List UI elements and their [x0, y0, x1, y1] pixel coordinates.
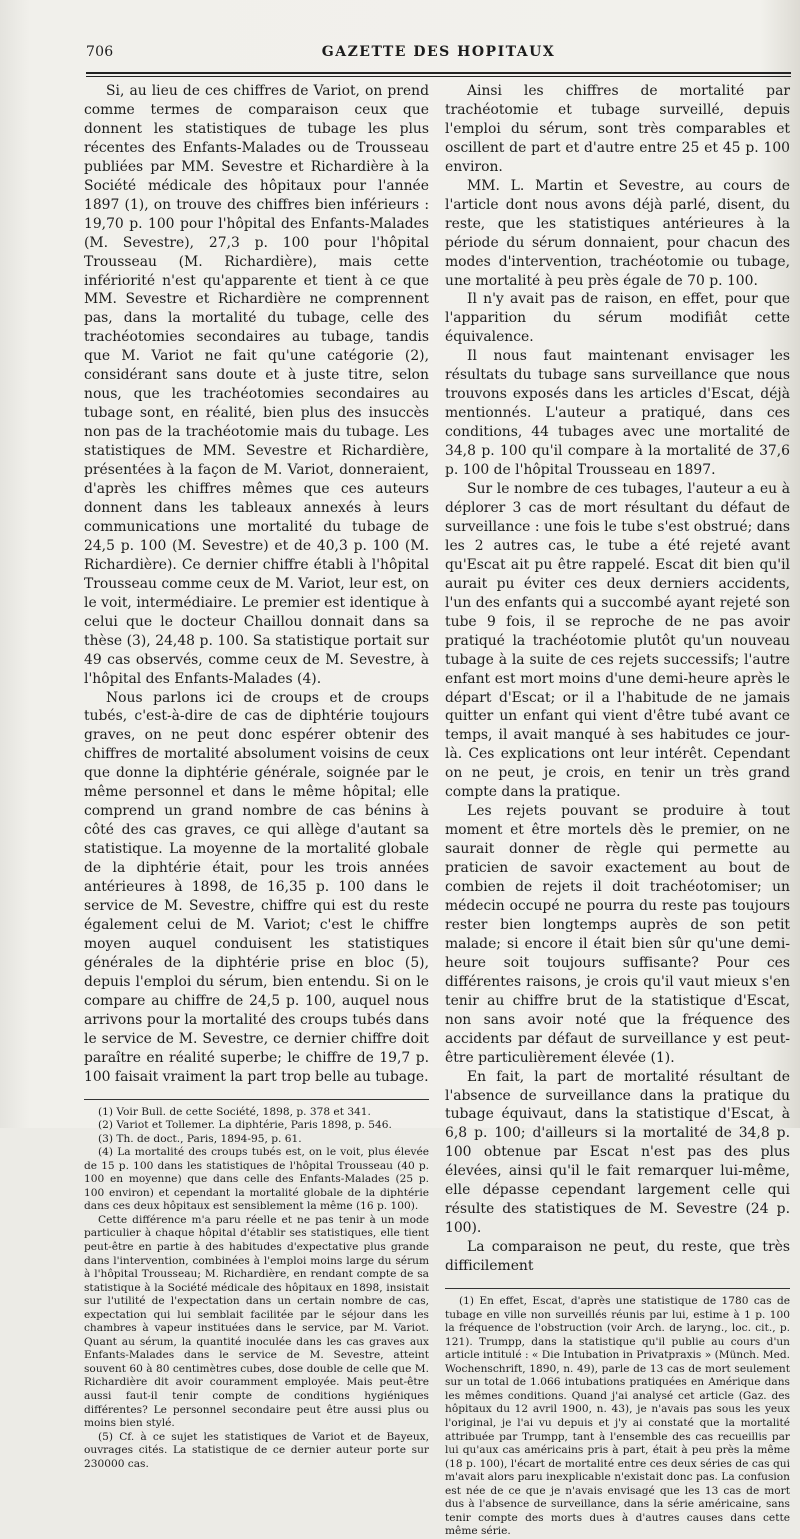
running-title: GAZETTE DES HOPITAUX: [321, 44, 556, 60]
right-paragraph: MM. L. Martin et Sevestre, au cours de l'article dont nous avons déjà parlé, disent, du reste, que les statistiques antérieures à la période du sérum donnaient, pour chacun des modes d'intervention, trachéotomie ou tubage, une mortalité à peu près égale de 70 p. 100.: [445, 177, 790, 289]
footnote: (4) La mortalité des croups tubés est, on le voit, plus élevée de 15 p. 100 dans les statistiques de l'hôpital Trousseau (40 p. 100 en moyenne) que dans celle des Enfants-Malades (25 p. 100 environ) et cependant la mortalité globale de la diphtérie dans ces deux hôpitaux est sensiblement la même (16 p. 100).: [84, 1146, 429, 1213]
footnote: (2) Variot et Tollemer. La diphtérie, Paris 1898, p. 546.: [98, 1119, 392, 1132]
left-paragraph: Nous parlons ici de croups et de croups tubés, c'est-à-dire de cas de diphtérie toujours graves, on ne peut donc espérer obtenir des chiffres de mortalité absolument voisins de ceux que donne la diphtérie générale, soignée par le même personnel et dans le même hôpital; elle comprend un grand nombre de cas bénins à côté des cas graves, ce qui allège d'autant sa statistique. La moyenne de la mortalité globale de la diphtérie était, pour les trois années antérieures à 1898, de 16,35 p. 100 dans le service de M. Sevestre, chiffre qui est du reste également celui de M. Variot; c'est le chiffre moyen auquel conduisent les statistiques générales de la diphtérie prise en bloc (5), depuis l'emploi du sérum, bien entendu. Si on le compare au chiffre de 24,5 p. 100, auquel nous arrivons pour la mortalité des croups tubés dans le service de M. Sevestre, ce dernier chiffre doit paraître en réalité superbe; le chiffre de 19,7 p. 100 faisait vraiment la part trop belle au tubage.: [84, 689, 429, 1085]
right-footnotes: [445, 1295, 790, 1539]
right-paragraph: Il nous faut maintenant envisager les résultats du tubage sans surveillance que nous trouvons exposés dans les articles d'Escat, déjà mentionnés. L'auteur a pratiqué, dans ces conditions, 44 tubages avec une mortalité de 34,8 p. 100 qu'il compare à la mortalité de 37,6 p. 100 de l'hôpital Trousseau en 1897.: [445, 348, 790, 479]
right-column: [445, 82, 790, 1539]
running-header: [86, 44, 791, 66]
right-paragraph: Ainsi les chiffres de mortalité par trachéotomie et tubage surveillé, depuis l'emploi du sérum, sont très comparables et oscillent de part et d'autre entre 25 et 45 p. 100 environ.: [445, 83, 790, 175]
right-paragraph: La comparaison ne peut, du reste, que très difficilement: [445, 1239, 790, 1275]
right-paragraph: En fait, la part de mortalité résultant de l'absence de surveillance dans la pratique du tubage équivaut, dans la statistique d'Escat, à 6,8 p. 100; d'ailleurs si la mortalité de 34,8 p. 100 obtenue par Escat n'est pas des plus élevées, ainsi qu'il le fait remarquer lui-même, elle dépasse cependant largement celle qui résulte des statistiques de M. Sevestre (24 p. 100).: [445, 1068, 790, 1237]
left-footnotes: [84, 1106, 429, 1472]
footnote: (1) En effet, Escat, d'après une statistique de 1780 cas de tubage en ville non surveillés réunis par lui, estime à 1 p. 100 la fréquence de l'obstruction (voir Arch. de laryng., loc. cit., p. 121). Trumpp, dans la statistique qu'il publie au cours d'un article intitulé : « Die Intubation in Privatpraxis » (Münch. Med. Wochenschrift, 1890, n. 49), parle de 13 cas de mort seulement sur un total de 1.066 intubations pratiquées en Amérique dans les mêmes conditions. Quand j'ai analysé cet article (Gaz. des hôpitaux du 12 avril 1900, n. 43), je n'avais pas sous les yeux l'original, je l'ai vu depuis et j'y ai constaté que la mortalité attribuée par Trumpp, tant à l'ensemble des cas recueillis par lui qu'aux cas américains pris à part, était à peu près la même (18 p. 100), l'écart de mortalité entre ces deux séries de cas qui m'avait alors paru inexplicable n'existait donc pas. La confusion est née de ce que je n'avais envisagé que les 13 cas de mort dus à l'absence de surveillance, dans la série américaine, sans tenir compte des morts dues à d'autres causes dans cette même série.: [445, 1295, 790, 1538]
left-paragraph: Si, au lieu de ces chiffres de Variot, on prend comme termes de comparaison ceux que donnent les statistiques de tubage les plus récentes des Enfants-Malades ou de Trousseau publiées par MM. Sevestre et Richardière à la Société médicale des hôpitaux pour l'année 1897 (1), on trouve des chiffres bien inférieurs : 19,70 p. 100 pour l'hôpital des Enfants-Malades (M. Sevestre), 27,3 p. 100 pour l'hôpital Trousseau (M. Richardière), mais cette infériorité n'est qu'apparente et tient à ce que MM. Sevestre et Richardière ne comprennent pas, dans la mortalité du tubage, celle des trachéotomies secondaires au tubage, tandis que M. Variot ne fait qu'une catégorie (2), considérant sans doute et à juste titre, selon nous, que les trachéotomies secondaires au tubage sont, en réalité, bien plus des insuccès non pas de la trachéotomie mais du tubage. Les statistiques de MM. Sevestre et Richardière, présentées à la façon de M. Variot, donneraient, d'après les chiffres mêmes que ces auteurs donnent dans les tableaux annexés à leurs communications une mortalité du tubage de 24,5 p. 100 (M. Sevestre) et de 40,3 p. 100 (M. Richardière). Ce dernier chiffre établi à l'hôpital Trousseau comme ceux de M. Variot, leur est, on le voit, intermédiaire. Le premier est identique à celui que le docteur Chaillou donnait dans sa thèse (3), 24,48 p. 100. Sa statistique portait sur 49 cas observés, comme ceux de M. Sevestre, à l'hôpital des Enfants-Malades (4).: [84, 83, 429, 687]
page-number: 706: [86, 44, 114, 60]
footnote-rule: [445, 1288, 790, 1289]
left-column: [84, 82, 429, 1471]
footnote: (1) Voir Bull. de cette Société, 1898, p. 378 et 341.: [98, 1105, 371, 1118]
right-paragraph: Sur le nombre de ces tubages, l'auteur a eu à déplorer 3 cas de mort résultant du défaut de surveillance : une fois le tube s'est obstrué; dans les 2 autres cas, le tube a été rejeté avant qu'Escat ait pu être rappelé. Escat dit bien qu'il aurait pu éviter ces deux derniers accidents, l'un des enfants qui a succombé ayant rejeté son tube 9 fois, il se reproche de ne pas avoir pratiqué la trachéotomie plutôt qu'un nouveau tubage à la suite de ces rejets successifs; l'autre enfant est mort moins d'une demi-heure après le départ d'Escat; or il a l'habitude de ne jamais quitter un enfant qui vient d'être tubé avant ce temps, il avait manqué à ses habitudes ce jour-là. Ces explications ont leur intérêt. Cependant on ne peut, je crois, en tenir un très grand compte dans la pratique.: [445, 481, 790, 801]
footnote: (5) Cf. à ce sujet les statistiques de Variot et de Bayeux, ouvrages cités. La statistique de ce dernier auteur porte sur 230000 cas.: [84, 1430, 429, 1470]
right-paragraph: Il n'y avait pas de raison, en effet, pour que l'apparition du sérum modifiât cette équivalence.: [445, 291, 790, 346]
header-rule-thin: [86, 76, 791, 77]
right-paragraph: Les rejets pouvant se produire à tout moment et être mortels dès le premier, on ne saurait donner de règle qui permette au praticien de savoir exactement au bout de combien de rejets il doit trachéotomiser; un médecin occupé ne pourra du reste pas toujours rester bien longtemps auprès de son petit malade; si encore il était bien sûr qu'une demi-heure soit toujours suffisante? Pour ces différentes raisons, je crois qu'il vaut mieux s'en tenir au chiffre brut de la statistique d'Escat, non sans avoir noté que la fréquence des accidents par défaut de surveillance y est peut-être particulièrement élevée (1).: [445, 803, 790, 1066]
footnote: (3) Th. de doct., Paris, 1894-95, p. 61.: [98, 1132, 302, 1145]
footnote: Cette différence m'a paru réelle et ne pas tenir à un mode particulier à chaque hôpital d'établir ses statistiques, elle tient peut-être en partie à des habitudes d'expectative plus grande dans l'intervention, combinées à l'emploi moins large du sérum à l'hôpital Trousseau; M. Richardière, en rendant compte de sa statistique à la Société médicale des hôpitaux en 1898, insistait sur l'utilité de l'expectation dans un certain nombre de cas, expectation qui lui semblait facilitée par le séjour dans les chambres à vapeur instituées dans le service, par M. Variot. Quant au sérum, la quantité inoculée dans les cas graves aux Enfants-Malades dans le service de M. Sevestre, atteint souvent 60 à 80 centimètres cubes, dose double de celle que M. Richardière dit avoir couramment employée. Mais peut-être aussi faut-il tenir compte de conditions hygiéniques différentes? Le personnel secondaire peut être aussi plus ou moins bien stylé.: [84, 1213, 429, 1430]
header-rule-thick: [86, 72, 791, 74]
footnote-rule: [84, 1099, 429, 1100]
